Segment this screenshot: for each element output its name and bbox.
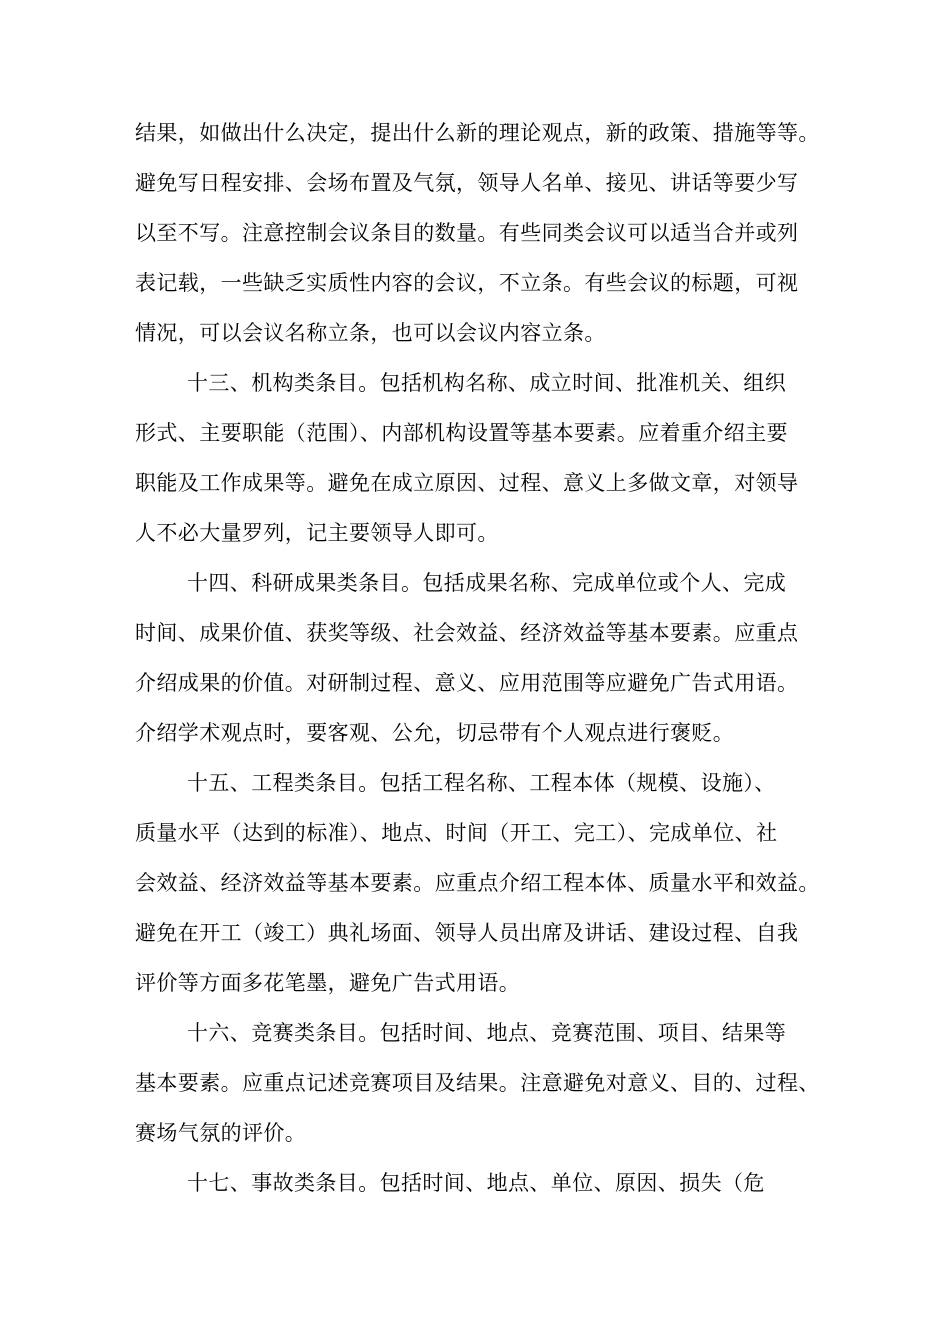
text-line: 职能及工作成果等。避免在成立原因、过程、意义上多做文章，对领导	[135, 471, 799, 495]
text-line: 情况，可以会议名称立条，也可以会议内容立条。	[135, 321, 606, 345]
text-line: 以至不写。注意控制会议条目的数量。有些同类会议可以适当合并或列	[135, 221, 799, 245]
text-line: 形式、主要职能（范围）、内部机构设置等基本要素。应着重介绍主要	[135, 421, 788, 445]
text-line: 避免在开工（竣工）典礼场面、领导人员出席及讲话、建设过程、自我	[135, 921, 799, 945]
text-line: 表记载，一些缺乏实质性内容的会议，不立条。有些会议的标题，可视	[135, 271, 799, 295]
text-line: 时间、成果价值、获奖等级、社会效益、经济效益等基本要素。应重点	[135, 621, 799, 645]
paragraph-heading-13: 十三、机构类条目。包括机构名称、成立时间、批准机关、组织	[187, 371, 787, 395]
text-line: 评价等方面多花笔墨，避免广告式用语。	[135, 971, 521, 995]
text-line: 会效益、经济效益等基本要素。应重点介绍工程本体、质量水平和效益。	[135, 871, 820, 895]
text-line: 介绍学术观点时，要客观、公允，切忌带有个人观点进行褒贬。	[135, 721, 735, 745]
paragraph-heading-15: 十五、工程类条目。包括工程名称、工程本体（规模、设施）、	[187, 771, 776, 795]
text-line: 避免写日程安排、会场布置及气氛，领导人名单、接见、讲话等要少写	[135, 171, 799, 195]
text-line: 基本要素。应重点记述竞赛项目及结果。注意避免对意义、目的、过程、	[135, 1071, 820, 1095]
text-line: 质量水平（达到的标准）、地点、时间（开工、完工）、完成单位、社	[135, 821, 778, 845]
text-line: 赛场气氛的评价。	[135, 1121, 307, 1145]
text-line: 介绍成果的价值。对研制过程、意义、应用范围等应避免广告式用语。	[135, 671, 799, 695]
paragraph-heading-16: 十六、竞赛类条目。包括时间、地点、竞赛范围、项目、结果等	[187, 1021, 787, 1045]
paragraph-heading-14: 十四、科研成果类条目。包括成果名称、完成单位或个人、完成	[187, 571, 787, 595]
text-line: 人不必大量罗列，记主要领导人即可。	[135, 521, 499, 545]
paragraph-heading-17: 十七、事故类条目。包括时间、地点、单位、原因、损失（危	[187, 1171, 765, 1195]
text-line: 结果，如做出什么决定，提出什么新的理论观点，新的政策、措施等等。	[135, 121, 820, 145]
